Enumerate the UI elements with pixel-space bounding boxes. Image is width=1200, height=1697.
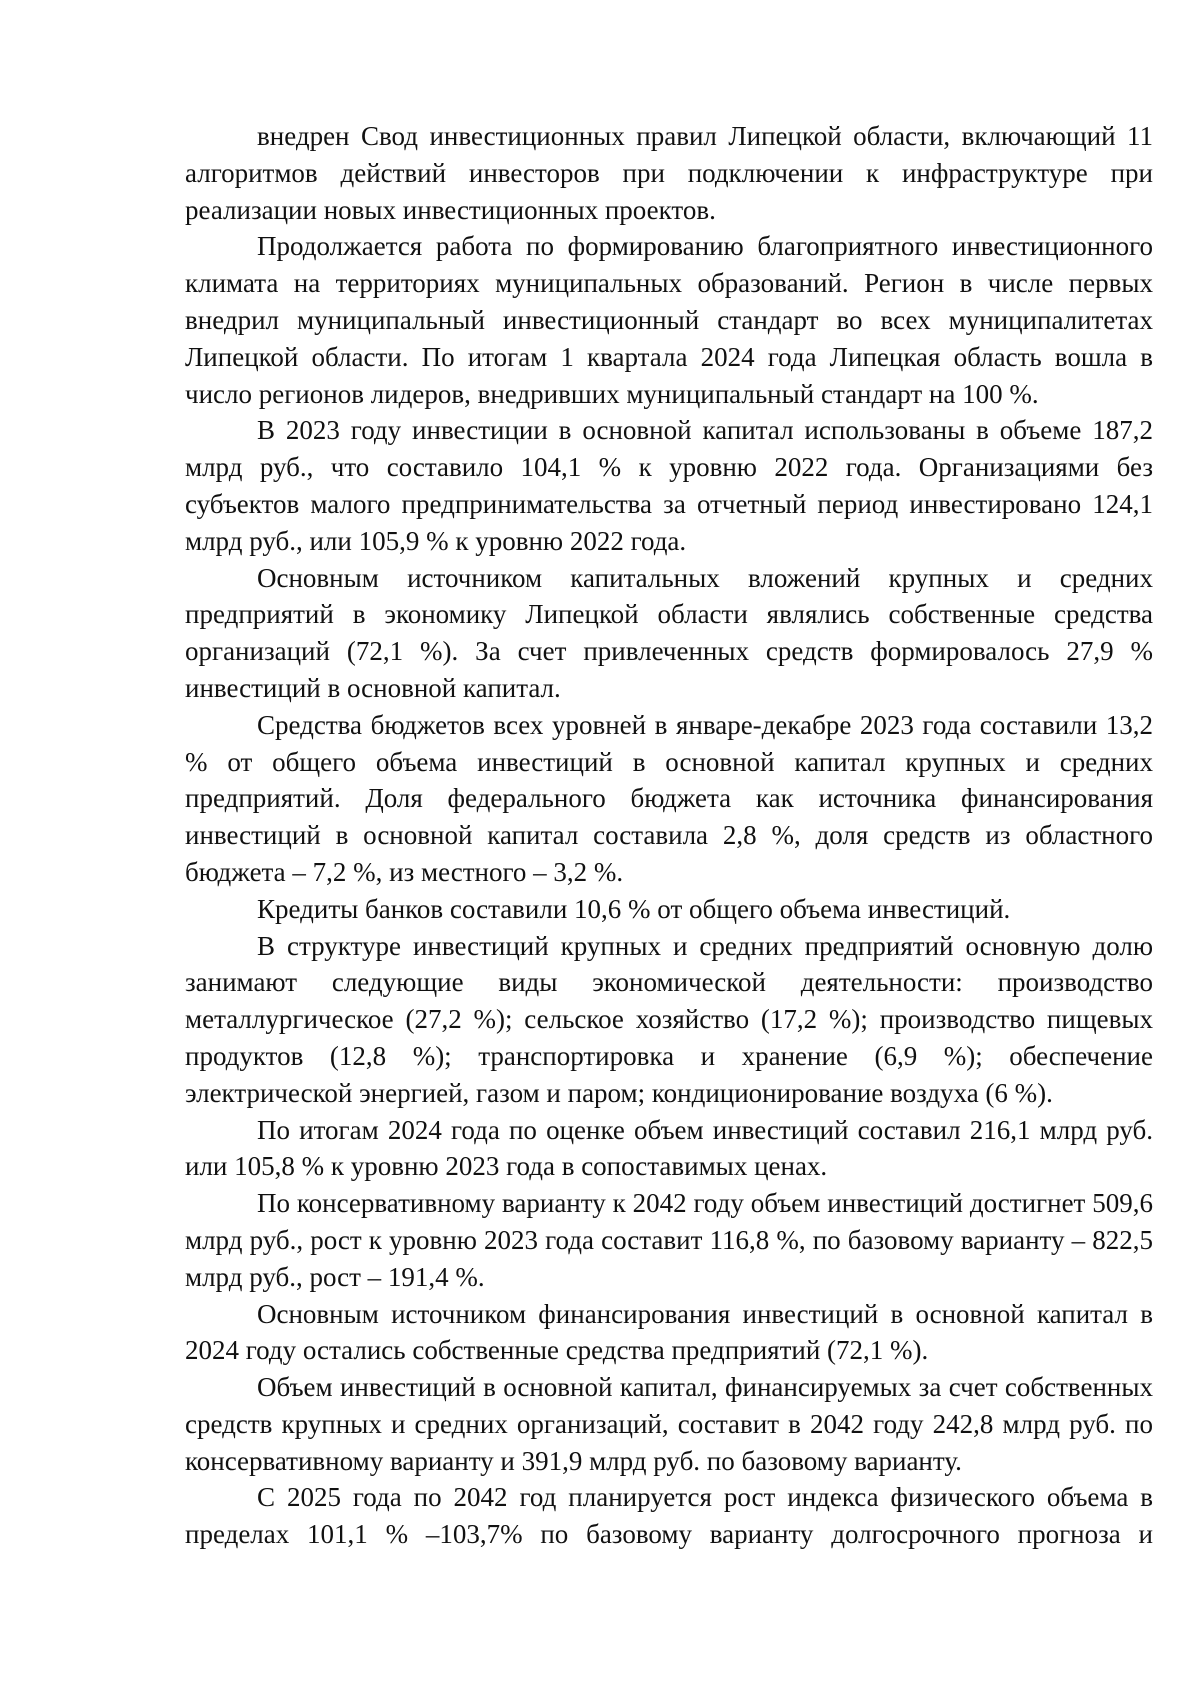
- paragraph-10: Основным источником финансирования инвестиций в основной капитал в 2024 году остались собственные средства предприятий (72,1 %).: [185, 1298, 1153, 1366]
- paragraph-8: По итогам 2024 года по оценке объем инвестиций составил 216,1 млрд руб. или 105,8 % к уровню 2023 года в сопоставимых ценах.: [185, 1114, 1153, 1182]
- paragraph-3: В 2023 году инвестиции в основной капитал использованы в объеме 187,2 млрд руб., что составило 104,1 % к уровню 2022 года. Организациями без субъектов малого предпринимательства за отчетный период инвестировано 124,1 млрд руб., или 105,9 % к уровню 2022 года.: [185, 415, 1153, 556]
- paragraph-9: По консервативному варианту к 2042 году объем инвестиций достигнет 509,6 млрд руб., рост к уровню 2023 года составит 116,8 %, по базовому варианту – 822,5 млрд руб., рост – 191,4 %.: [185, 1188, 1153, 1292]
- paragraph-4: Основным источником капитальных вложений крупных и средних предприятий в экономику Липецкой области являлись собственные средства организаций (72,1 %). За счет привлеченных средств формировалось 27,9 % инвестиций в основной капитал.: [185, 562, 1153, 703]
- paragraph-1: внедрен Свод инвестиционных правил Липецкой области, включающий 11 алгоритмов действий инвесторов при подключении к инфраструктуре при реализации новых инвестиционных проектов.: [185, 121, 1153, 225]
- paragraph-6: Кредиты банков составили 10,6 % от общего объема инвестиций.: [257, 893, 1011, 924]
- paragraph-5: Средства бюджетов всех уровней в январе-декабре 2023 года составили 13,2 % от общего объема инвестиций в основной капитал крупных и средних предприятий. Доля федерального бюджета как источника финансирования инвестиций в основной капитал составила 2,8 %, доля средств из областного бюджета – 7,2 %, из местного – 3,2 %.: [185, 709, 1153, 887]
- document-body: [185, 118, 1153, 1553]
- paragraph-11: Объем инвестиций в основной капитал, финансируемых за счет собственных средств крупных и средних организаций, составит в 2042 году 242,8 млрд руб. по консервативному варианту и 391,9 млрд руб. по базовому варианту.: [185, 1372, 1153, 1476]
- paragraph-7: В структуре инвестиций крупных и средних предприятий основную долю занимают следующие виды экономической деятельности: производство металлургическое (27,2 %); сельское хозяйство (17,2 %); производство пищевых продуктов (12,8 %); транспортировка и хранение (6,9 %); обеспечение электрической энергией, газом и паром; кондиционирование воздуха (6 %).: [185, 930, 1153, 1108]
- paragraph-2: Продолжается работа по формированию благоприятного инвестиционного климата на территориях муниципальных образований. Регион в числе первых внедрил муниципальный инвестиционный стандарт во всех муниципалитетах Липецкой области. По итогам 1 квартала 2024 года Липецкая область вошла в число регионов лидеров, внедривших муниципальный стандарт на 100 %.: [185, 231, 1153, 409]
- paragraph-12: С 2025 года по 2042 год планируется рост индекса физического объема в пределах 101,1 % –103,7% по базовому варианту долгосрочного прогноза и: [185, 1482, 1153, 1550]
